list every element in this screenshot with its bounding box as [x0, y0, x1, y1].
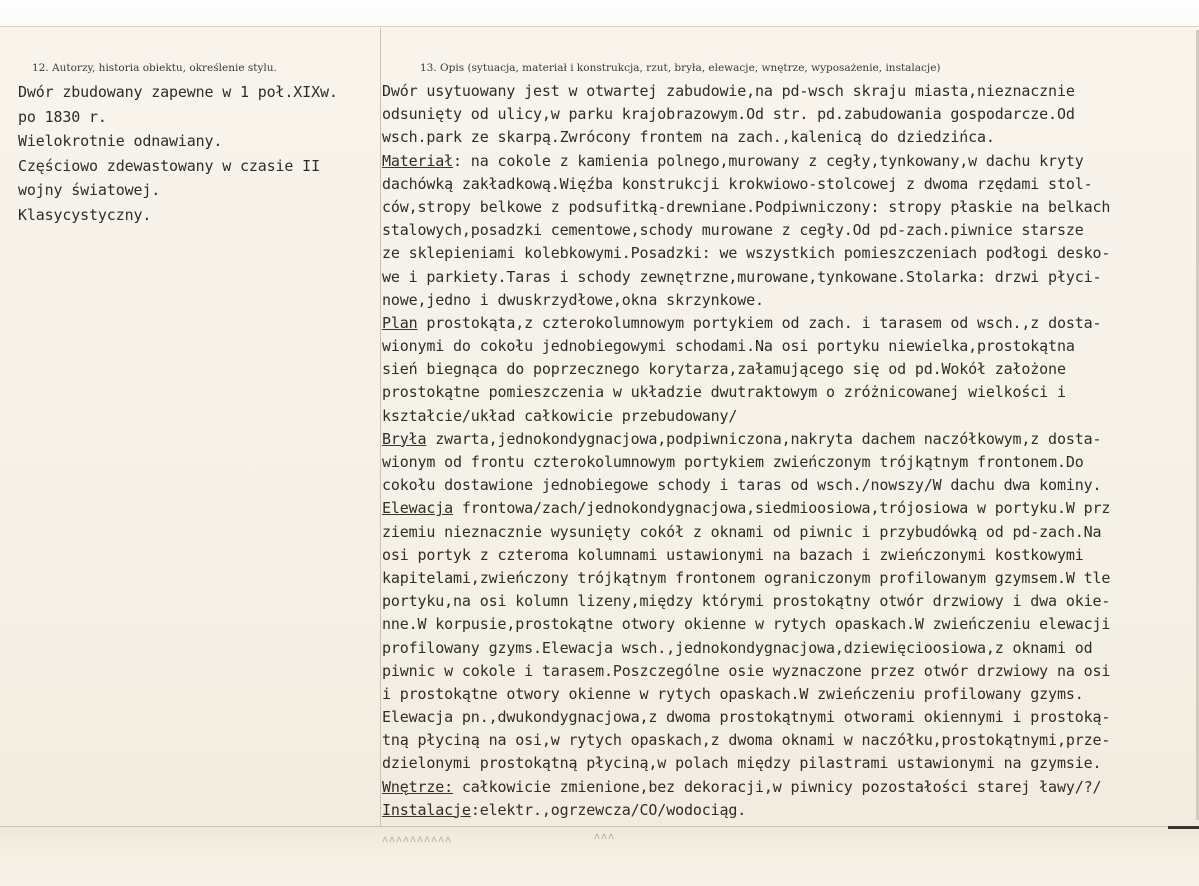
line-text: tną płyciną na osi,w rytych opaskach,z dwoma oknami w naczółku,prostokątnymi,prze-: [382, 731, 1111, 750]
description-text-line: [382, 497, 1197, 520]
line-text: wsch.park ze skarpą.Zwrócony frontem na zach.,kalenicą do dziedzińca.: [382, 128, 995, 147]
section-label: Instalacje: [382, 800, 471, 819]
line-text: kształcie/układ całkowicie przebudowany/: [382, 406, 738, 425]
description-text-line: [382, 428, 1197, 451]
line-text: i prostokątne otwory okienne w rytych opaskach.W zwieńczeniu profilowany gzyms.: [382, 684, 1084, 703]
description-text-line: [382, 729, 1197, 752]
description-text-line: [382, 683, 1197, 706]
line-text: : na cokole z kamienia polnego,murowany z cegły,tynkowany,w dachu kryty: [453, 151, 1084, 170]
line-text: piwnic w cokole i tarasem.Poszczególne osie wyznaczone przez otwór drzwiowy na osi: [382, 661, 1111, 680]
description-text-line: [382, 266, 1197, 289]
line-text: prostokątne pomieszczenia w układzie dwutraktowym o zróżnicowanej wielkości i: [382, 383, 1066, 402]
line-text: całkowicie zmienione,bez dekoracji,w piwnicy pozostałości starej ławy/?/: [453, 777, 1102, 796]
line-text: profilowany gzyms.Elewacja wsch.,jednokondygnacjowa,dziewięcioosiowa,z oknami od: [382, 638, 1093, 657]
bottom-edge-mark: [1168, 826, 1199, 829]
description-text-line: [382, 451, 1197, 474]
page-top-edge: [0, 0, 1199, 27]
line-text: ziemiu nieznacznie wysunięty cokół z oknami od piwnic i przybudówką od pd-zach.Na: [382, 522, 1102, 541]
description-text-line: [382, 637, 1197, 660]
line-text: Dwór usytuowany jest w otwartej zabudowie,na pd-wsch skraju miasta,nieznacznie: [382, 82, 1075, 100]
description-text-line: [382, 242, 1197, 265]
description-text-line: [382, 660, 1197, 683]
bleed-through-text: ᴧᴧᴧᴧᴧᴧᴧᴧᴧᴧ: [382, 834, 453, 845]
description-column: [382, 80, 1197, 822]
line-text: wionymi do cokołu jednobiegowymi schodami.Na osi portyku niewielka,prostokątna: [382, 337, 1075, 356]
bleed-through-text: ᴧᴧᴧ: [594, 831, 616, 842]
line-text: zwarta,jednokondygnacjowa,podpiwniczona,nakryta dachem naczółkowym,z dosta-: [426, 429, 1102, 448]
line-text: we i parkiety.Taras i schody zewnętrzne,murowane,tynkowane.Stolarka: drzwi płyci-: [382, 267, 1102, 286]
description-text-line: [382, 567, 1197, 590]
description-text-line: [382, 613, 1197, 636]
description-text-line: [382, 289, 1197, 312]
history-text-line: wojny światowej.: [18, 181, 161, 200]
line-text: kapitelami,zwieńczony trójkątnym frontonem ograniczonym profilowanym gzymsem.W tle: [382, 568, 1111, 587]
description-text-line: [382, 312, 1197, 335]
line-text: sień biegnąca do poprzecznego korytarza,załamującego się od pd.Wokół założone: [382, 360, 1066, 379]
description-text-line: [382, 776, 1197, 799]
history-text-line: Częściowo zdewastowany w czasie II: [18, 156, 320, 175]
section-label: Plan: [382, 313, 418, 332]
line-text: frontowa/zach/jednokondygnacjowa,siedmioosiowa,trójosiowa w portyku.W prz: [453, 499, 1111, 518]
description-text-line: [382, 405, 1197, 428]
line-text: osi portyk z czteroma kolumnami ustawionymi na bazach i zwieńczonymi kostkowymi: [382, 545, 1084, 564]
line-text: dachówką zakładkową.Więźba konstrukcji krokwiowo-stolcowej z dwoma rzędami stol-: [382, 174, 1093, 193]
description-text-line: [382, 706, 1197, 729]
line-text: stalowych,posadzki cementowe,schody murowane z cegły.Od pd-zach.piwnice starsze: [382, 221, 1084, 240]
description-text-line: [382, 474, 1197, 497]
line-text: Elewacja pn.,dwukondygnacjowa,z dwoma prostokątnymi otworami okiennymi i prostoką-: [382, 708, 1111, 727]
line-text: portyku,na osi kolumn lizeny,między którymi prostokątny otwór drzwiowy i dwa okie-: [382, 592, 1111, 611]
line-text: ców,stropy belkowe z podsufitką-drewniane.Podpiwniczony: stropy płaskie na belkach: [382, 197, 1111, 216]
section-label: Elewacja: [382, 499, 454, 518]
line-text: nne.W korpusie,prostokątne otwory okienne w rytych opaskach.W zwieńczeniu elewacji: [382, 615, 1111, 634]
section-label: Materiał: [382, 151, 454, 170]
line-text: nowe,jedno i dwuskrzydłowe,okna skrzynkowe.: [382, 290, 764, 309]
line-text: :elektr.,ogrzewcza/CO/wodociąg.: [470, 800, 747, 819]
history-text-line: po 1830 r.: [18, 107, 107, 126]
column-divider: [380, 28, 381, 828]
line-text: wionym od frontu czterokolumnowym portykiem zwieńczonym trójkątnym frontonem.Do: [382, 453, 1084, 471]
description-text-line: [382, 150, 1197, 173]
description-text-line: [382, 752, 1197, 775]
description-text-line: [382, 219, 1197, 242]
line-text: prostokąta,z czterokolumnowym portykiem od zach. i tarasem od wsch.,z dosta-: [417, 313, 1102, 332]
description-text-line: [382, 358, 1197, 381]
line-text: odsunięty od ulicy,w parku krajobrazowym.Od str. pd.zabudowania gospodarcze.Od: [382, 105, 1075, 124]
history-text-line: Dwór zbudowany zapewne w 1 poł.XIXw.: [18, 83, 338, 101]
description-text-line: [382, 521, 1197, 544]
line-text: cokołu dostawione jednobiegowe schody i taras od wsch./nowszy/W dachu dwa kominy.: [382, 476, 1102, 495]
line-text: dzielonymi prostokątną płyciną,w polach między pilastrami ustawionymi na gzymsie.: [382, 754, 1102, 773]
line-text: ze sklepieniami kolebkowymi.Posadzki: we wszystkich pomieszczeniach podłogi desko-: [382, 244, 1111, 263]
section-12-heading: 12. Autorzy, historia obiektu, określenie stylu.: [32, 62, 277, 74]
history-text-line: Wielokrotnie odnawiany.: [18, 132, 223, 151]
history-column: [18, 80, 378, 228]
description-text-line: [382, 544, 1197, 567]
description-text-line: [382, 799, 1197, 822]
description-text-line: [382, 80, 1197, 103]
section-label: Wnętrze:: [382, 777, 454, 796]
section-label: Bryła: [382, 429, 427, 448]
description-text-line: [382, 103, 1197, 126]
description-text-line: [382, 335, 1197, 358]
history-text-line: Klasycystyczny.: [18, 205, 152, 224]
description-text-line: [382, 590, 1197, 613]
description-text-line: [382, 126, 1197, 149]
description-text-line: [382, 196, 1197, 219]
section-13-heading: 13. Opis (sytuacja, materiał i konstrukcja, rzut, bryła, elewacje, wnętrze, wyposażenie, instalacje): [420, 62, 941, 74]
description-text-line: [382, 381, 1197, 404]
description-text-line: [382, 173, 1197, 196]
